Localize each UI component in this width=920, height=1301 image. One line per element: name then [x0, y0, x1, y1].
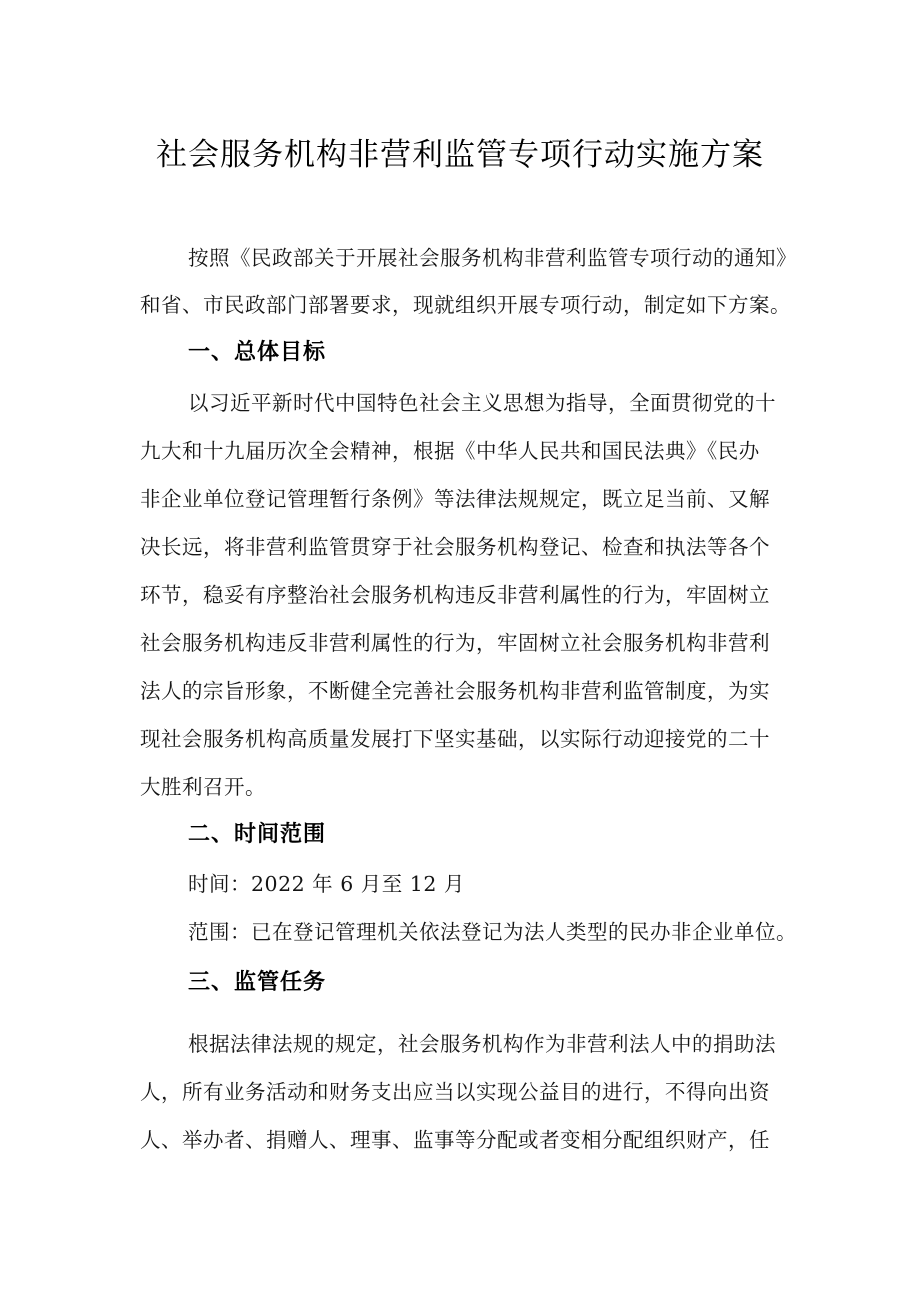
section-1-line-4: 决长远，将非营利监管贯穿于社会服务机构登记、检查和执法等各个 — [140, 535, 770, 559]
intro-line-2: 和省、市民政部门部署要求，现就组织开展专项行动，制定如下方案。 — [140, 293, 791, 317]
section-2-time: 时间：2022 年 6 月至 12 月 — [188, 872, 465, 896]
section-1-line-8: 现社会服务机构高质量发展打下坚实基础，以实际行动迎接党的二十 — [140, 727, 770, 751]
section-1-line-1: 以习近平新时代中国特色社会主义思想为指导，全面贯彻党的十 — [188, 391, 776, 415]
section-3-line-3: 人、举办者、捐赠人、理事、监事等分配或者变相分配组织财产，任 — [140, 1128, 770, 1152]
section-1-line-9: 大胜利召开。 — [140, 775, 266, 799]
section-3-line-2: 人，所有业务活动和财务支出应当以实现公益目的进行，不得向出资 — [140, 1080, 770, 1104]
section-1-line-6: 社会服务机构违反非营利属性的行为，牢固树立社会服务机构非营利 — [140, 631, 770, 655]
section-1-line-3: 非企业单位登记管理暂行条例》等法律法规规定，既立足当前、又解 — [140, 487, 770, 511]
section-3-heading: 三、监管任务 — [188, 970, 327, 995]
section-2-scope: 范围：已在登记管理机关依法登记为法人类型的民办非企业单位。 — [188, 920, 797, 944]
section-1-line-7: 法人的宗旨形象，不断健全完善社会服务机构非营利监管制度，为实 — [140, 679, 770, 703]
section-1-line-2: 九大和十九届历次全会精神，根据《中华人民共和国民法典》《民办 — [140, 439, 760, 463]
section-2-heading: 二、时间范围 — [188, 822, 327, 847]
section-3-line-1: 根据法律法规的规定，社会服务机构作为非营利法人中的捐助法 — [188, 1032, 776, 1056]
intro-line-1: 按照《民政部关于开展社会服务机构非营利监管专项行动的通知》 — [188, 246, 797, 270]
document-title: 社会服务机构非营利监管专项行动实施方案 — [156, 137, 764, 173]
section-1-heading: 一、总体目标 — [188, 340, 327, 365]
section-1-line-5: 环节，稳妥有序整治社会服务机构违反非营利属性的行为，牢固树立 — [140, 583, 770, 607]
